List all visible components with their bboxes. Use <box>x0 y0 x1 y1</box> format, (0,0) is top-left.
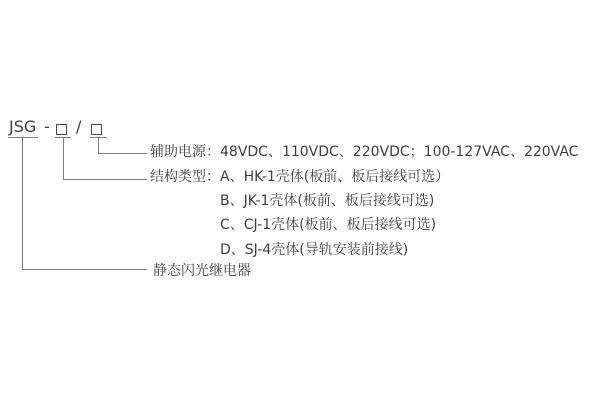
model-code-slash: / <box>76 117 82 136</box>
callout-product-name: 静态闪光继电器 <box>153 263 251 279</box>
aux-power-placeholder-box-icon <box>91 124 102 135</box>
structure-item-c: C、CJ-1壳体(板前、板后接线可选) <box>220 217 437 233</box>
leader-horizontal-aux-power <box>98 153 147 154</box>
structure-type-placeholder-box-icon <box>56 124 67 135</box>
leader-horizontal-structure-type <box>63 179 147 180</box>
leader-vertical-product-name <box>22 137 23 269</box>
leader-horizontal-product-name <box>22 269 147 270</box>
leader-vertical-structure-type <box>63 137 64 179</box>
underline-prefix <box>8 137 38 138</box>
model-code-prefix: JSG <box>9 117 37 136</box>
leader-vertical-aux-power <box>98 137 99 153</box>
callout-aux-power: 辅助电源：48VDC、110VDC、220VDC；100-127VAC、220VAC <box>150 144 579 160</box>
structure-item-d: D、SJ-4壳体(导轨安装前接线) <box>220 242 409 258</box>
structure-item-b: B、JK-1壳体(板前、板后接线可选) <box>220 193 435 209</box>
callout-structure-type-label: 结构类型： <box>150 169 220 185</box>
model-code-dash: - <box>44 117 50 136</box>
structure-item-a: A、HK-1壳体(板前、板后接线可选） <box>220 169 450 185</box>
